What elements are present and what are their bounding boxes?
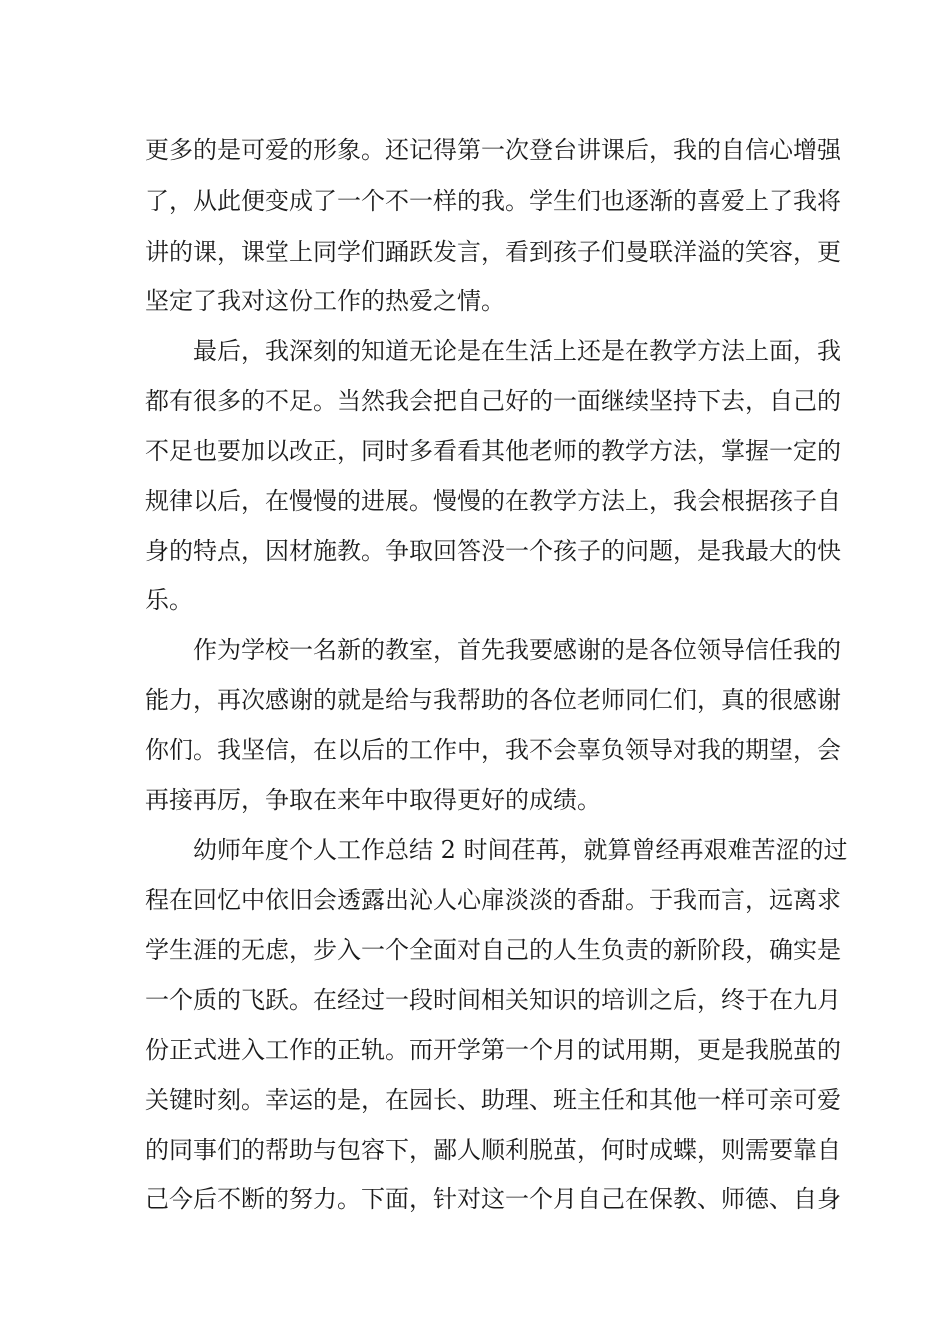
text-line: 幼师年度个人工作总结 2 时间荏苒，就算曾经再艰难苦涩的过 — [193, 836, 848, 864]
text-line: 作为学校一名新的教室，首先我要感谢的是各位领导信任我的 — [193, 636, 841, 664]
text-line: 你们。我坚信，在以后的工作中，我不会辜负领导对我的期望，会 — [145, 736, 841, 764]
text-line: 己今后不断的努力。下面，针对这一个月自己在保教、师德、自身 — [145, 1185, 841, 1213]
text-line: 一个质的飞跃。在经过一段时间相关知识的培训之后，终于在九月 — [145, 986, 841, 1014]
text-line: 了，从此便变成了一个不一样的我。学生们也逐渐的喜爱上了我将 — [145, 187, 841, 215]
text-line: 的同事们的帮助与包容下，鄙人顺利脱茧，何时成蝶，则需要靠自 — [145, 1136, 841, 1164]
text-line: 份正式进入工作的正轨。而开学第一个月的试用期，更是我脱茧的 — [145, 1036, 841, 1064]
text-line: 最后，我深刻的知道无论是在生活上还是在教学方法上面，我 — [193, 337, 841, 365]
text-line: 都有很多的不足。当然我会把自己好的一面继续坚持下去，自己的 — [145, 387, 841, 415]
text-line: 能力，再次感谢的就是给与我帮助的各位老师同仁们，真的很感谢 — [145, 686, 841, 714]
text-line: 规律以后，在慢慢的进展。慢慢的在教学方法上，我会根据孩子自 — [145, 487, 841, 515]
text-line: 身的特点，因材施教。争取回答没一个孩子的问题，是我最大的快 — [145, 537, 841, 565]
text-line: 坚定了我对这份工作的热爱之情。 — [145, 287, 505, 315]
text-line: 程在回忆中依旧会透露出沁人心扉淡淡的香甜。于我而言，远离求 — [145, 886, 841, 914]
text-line: 更多的是可爱的形象。还记得第一次登台讲课后，我的自信心增强 — [145, 136, 841, 164]
text-line: 学生涯的无虑，步入一个全面对自己的人生负责的新阶段，确实是 — [145, 936, 841, 964]
text-line: 乐。 — [145, 586, 193, 614]
text-line: 不足也要加以改正，同时多看看其他老师的教学方法，掌握一定的 — [145, 437, 841, 465]
text-line: 关键时刻。幸运的是，在园长、助理、班主任和其他一样可亲可爱 — [145, 1086, 841, 1114]
text-line: 再接再厉，争取在来年中取得更好的成绩。 — [145, 786, 601, 814]
text-line: 讲的课，课堂上同学们踊跃发言，看到孩子们曼联洋溢的笑容，更 — [145, 238, 841, 266]
